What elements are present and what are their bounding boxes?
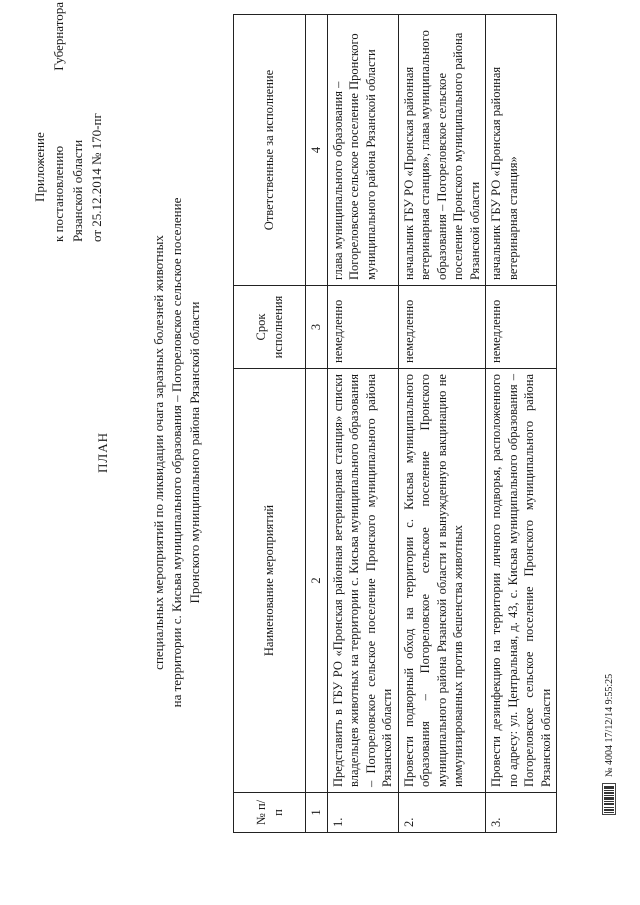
subtitle-line-2: на территории с. Кисьва муниципального образования – Погореловское сельское поселение [169,197,184,708]
appendix-region: Рязанской области [70,139,85,242]
row-action: Провести подворный обход на территории с. Кисьва муниципального образования – Погореловское сельское поселение Пронского муниципального района Рязанской области и вынужденную вакцинацию не иммунизированных против бешенства животных [398,369,486,793]
row-responsible: начальник ГБУ РО «Пронская районная ветеринарная станция», глава муниципального образования – Погореловское сельское поселение Пронского муниципального района Рязанской области [398,15,486,286]
appendix-decree-line [49,2,68,242]
appendix-decree-b: Губернатора [51,2,66,71]
subtitle-line-1: специальных мероприятий по ликвидации очага заразных болезней животных [151,235,166,670]
table-row [327,15,398,833]
header-responsible: Ответственные за исполнение [234,15,306,286]
row-term: немедленно [398,286,486,369]
column-number: 3 [306,286,328,369]
barcode-icon [602,783,616,815]
subtitle-line-3: Пронского муниципального района Рязанской области [187,301,202,604]
row-action: Представить в ГБУ РО «Пронская районная ветеринарная станция» списки владельцев животных на территории с. Кисьва муниципального образования – Погореловское сельское поселение Пронского муниципального района Рязанской области [327,369,398,793]
column-number: 1 [306,793,328,833]
row-number: 2. [398,793,486,833]
row-responsible: глава муниципального образования – Погореловское сельское поселение Пронского муниципального района Рязанской области [327,15,398,286]
row-number: 1. [327,793,398,833]
appendix-date: от 25.12.2014 № 170-пг [89,113,104,242]
table-row [398,15,486,833]
column-number: 2 [306,369,328,793]
registration-stamp [602,674,616,815]
row-number: 3. [486,793,557,833]
header-number: № п/п [234,793,306,833]
row-responsible: начальник ГБУ РО «Пронская районная ветеринарная станция» [486,15,557,286]
row-term: немедленно [486,286,557,369]
header-term: Срок исполнения [234,286,306,369]
row-term: немедленно [327,286,398,369]
stamp-text: № 4004 17/12/14 9:55:25 [603,673,615,777]
table-header-row [234,15,306,833]
header-action: Наименование мероприятий [234,369,306,793]
row-action: Провести дезинфекцию на территории личного подворья, расположенного по адресу: ул. Центральная, д. 43, с. Кисьва муниципального образования – Погореловское сельское поселение Пронского муниципального района Рязанской области [486,369,557,793]
appendix-decree-a: к постановлению [51,145,66,242]
page-title: ПЛАН [95,432,110,473]
appendix-title: Приложение [32,132,47,202]
table-row [486,15,557,833]
column-number-row [306,15,328,833]
plan-table [233,14,557,833]
column-number: 4 [306,15,328,286]
